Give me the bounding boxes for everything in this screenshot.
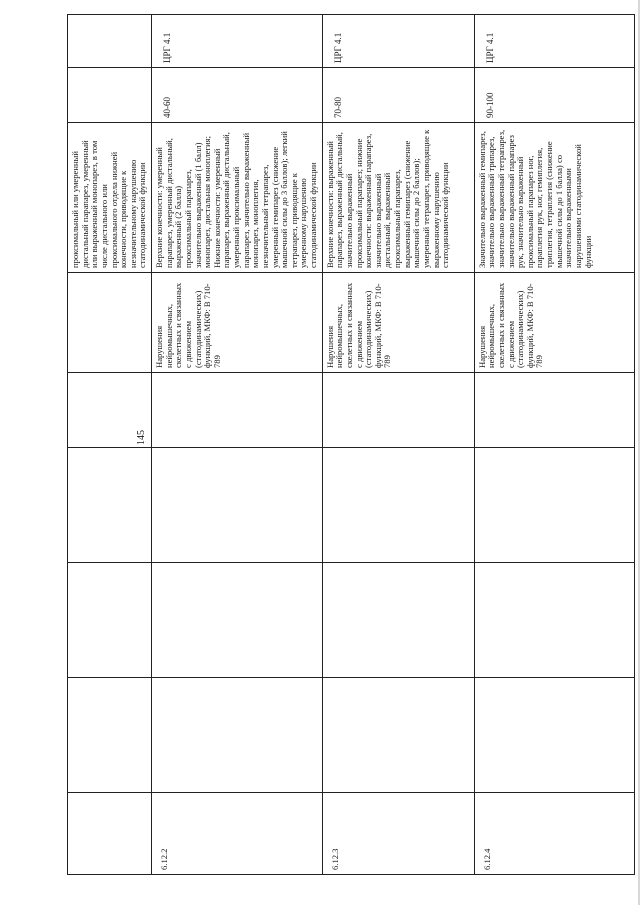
table-row bbox=[322, 15, 474, 875]
code-cell bbox=[68, 793, 152, 875]
criterion-cell: ЦРГ 4.1 bbox=[152, 15, 323, 68]
empty-cell bbox=[152, 678, 323, 793]
empty-cell bbox=[322, 448, 474, 563]
empty-cell bbox=[474, 678, 634, 793]
description-cell: Верхние конечности: выраженный парапарез, выраженный дистальный, значительно выраженный проксимальный парапарез; нижние конечности: выраженный парапарез, значительно выраженный дистальный, выраженный проксимальный парапарез, выраженный гемипарез (снижение мышечной силы до 2 баллов); умеренный тетрапарез, приводящие к выраженному нарушению статодинамической функции bbox=[322, 123, 474, 273]
code-cell: 6.12.2 bbox=[152, 793, 323, 875]
empty-cell bbox=[68, 373, 152, 448]
empty-cell bbox=[474, 563, 634, 678]
empty-cell bbox=[152, 373, 323, 448]
code-cell: 6.12.3 bbox=[322, 793, 474, 875]
disorder-cell: Нарушения нейромышечных, скелетных и связанных с движением (статодинамических) функций, МКФ: B 710-789 bbox=[474, 273, 634, 373]
criteria-table bbox=[67, 14, 635, 875]
disorder-cell bbox=[68, 273, 152, 373]
criterion-cell bbox=[68, 15, 152, 68]
empty-cell bbox=[68, 448, 152, 563]
description-cell: Значительно выраженный гемипарез, значительно выраженный трипарез, значительно выраженный тетрапарез, значительно выраженный парапарез рук, значительно выраженный проксимальный парапарез ног, параплегия рук, ног, гемиплегия, триплегия, тетраплегия (снижение мышечной силы до 1 балла) со значительно выраженными нарушениями статодинамической функции bbox=[474, 123, 634, 273]
empty-cell bbox=[322, 563, 474, 678]
criterion-cell: ЦРГ 4.1 bbox=[322, 15, 474, 68]
empty-cell bbox=[68, 678, 152, 793]
table-row bbox=[68, 15, 152, 875]
description-cell: Верхние конечности: умеренный парапарез, умеренный дистальный, выраженный (2 балла) проксимальный парапарез, значительно выраженный (1 балл) монопарез, дистальная моноплегия; Нижние конечности: умеренный парапарез, выраженный дистальный, умеренный проксимальный парапарез, значительно выраженный монопарез, моноплегия, незначительный тетрапарез, умеренный гемипарез (снижение мышечной силы до 3 баллов); легкий тетрапарез, приводящие к умеренному нарушению статодинамической функции bbox=[152, 123, 323, 273]
empty-cell bbox=[152, 563, 323, 678]
empty-cell bbox=[474, 448, 634, 563]
empty-cell bbox=[322, 373, 474, 448]
range-cell: 90-100 bbox=[474, 68, 634, 123]
range-cell: 70-80 bbox=[322, 68, 474, 123]
range-cell bbox=[68, 68, 152, 123]
table-row bbox=[152, 15, 323, 875]
description-cell: проксимальный или умеренный дистальный парапарез, умеренный или выраженный монопарез, в том числе дистального или проксимального отдела нижней конечности, приводящие к незначительному нарушению статодинамической функции bbox=[68, 123, 152, 273]
empty-cell bbox=[68, 563, 152, 678]
empty-cell bbox=[152, 448, 323, 563]
page-number: 145 bbox=[136, 430, 147, 445]
disorder-cell: Нарушения нейромышечных, скелетных и связанных с движением (статодинамических) функций, МКФ: B 710-789 bbox=[152, 273, 323, 373]
table-row bbox=[474, 15, 634, 875]
empty-cell bbox=[322, 678, 474, 793]
empty-cell bbox=[474, 373, 634, 448]
code-cell: 6.12.4 bbox=[474, 793, 634, 875]
range-cell: 40-60 bbox=[152, 68, 323, 123]
criterion-cell: ЦРГ 4.1 bbox=[474, 15, 634, 68]
disorder-cell: Нарушения нейромышечных, скелетных и связанных с движением (статодинамических) функций, МКФ: B 710-789 bbox=[322, 273, 474, 373]
